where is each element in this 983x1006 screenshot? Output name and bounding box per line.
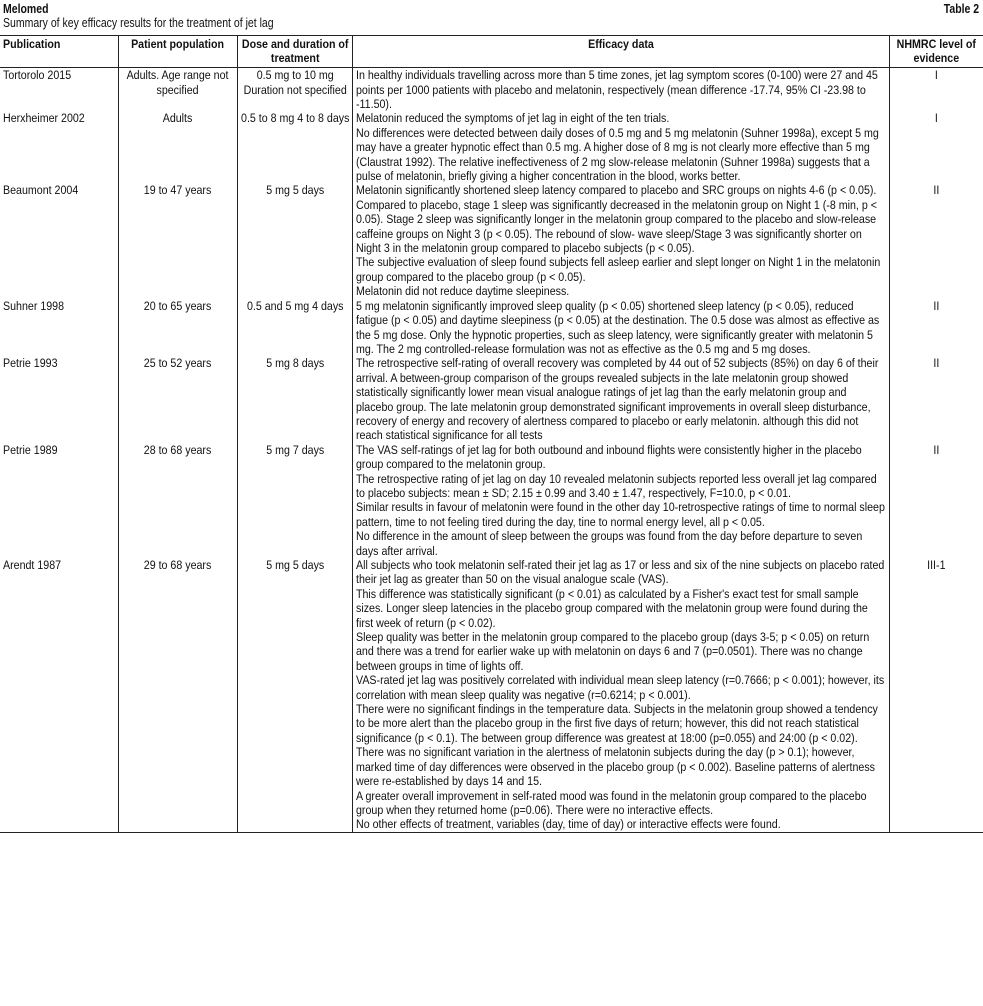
cell-evidence-level: II: [889, 356, 983, 442]
table-row: [0, 111, 983, 183]
col-header-level: NHMRC level of evidence: [889, 36, 983, 68]
efficacy-paragraph: In healthy individuals travelling across more than 5 time zones, jet lag symptom scores (0-100) were 27 and 45 points per 1000 patients with placebo and melatonin, respectively (mean difference -17.74, 95% CI -23.98 to -11.50).: [355, 68, 878, 111]
efficacy-paragraph: No difference in the amount of sleep between the groups was found from the day before departure to seven days after arrival.: [355, 529, 862, 558]
table-row: [0, 558, 983, 832]
efficacy-table: [0, 35, 983, 833]
cell-publication: Petrie 1993: [3, 356, 58, 371]
cell-dose: 5 mg 5 days: [237, 558, 352, 832]
cell-evidence-level: I: [889, 68, 983, 112]
efficacy-paragraph: All subjects who took melatonin self-rated their jet lag as 17 or less and six of the nine subjects on placebo rated their jet lag as greater than 50 on the visual analogue scale (VAS).: [355, 558, 884, 587]
cell-publication: Tortorolo 2015: [3, 68, 72, 83]
cell-population: Adults. Age range not specified: [118, 68, 237, 112]
cell-publication: Arendt 1987: [0, 558, 118, 832]
cell-dose: 5 mg 5 days: [237, 183, 352, 298]
efficacy-paragraph: Melatonin significantly shortened sleep latency compared to placebo and SRC groups on nights 4-6 (p < 0.05).: [355, 183, 876, 198]
cell-efficacy: [352, 111, 889, 183]
cell-dose: 5 mg 7 days: [237, 443, 352, 558]
efficacy-paragraph: VAS-rated jet lag was positively correlated with individual mean sleep latency (r=0.7666; p < 0.001); however, its correlation with mean sleep quality was negative (r=0.6214; p < 0.001).: [355, 673, 884, 702]
cell-population: Adults: [118, 111, 237, 183]
cell-evidence-level: II: [889, 299, 983, 357]
table-row: [0, 68, 983, 112]
efficacy-paragraph: The retrospective rating of jet lag on day 10 revealed melatonin subjects reported less overall jet lag compared to placebo subjects: mean ± SD; 2.15 ± 0.99 and 3.40 ± 1.47, respectively, F=10.0, p < 0.01.: [355, 471, 877, 500]
cell-population: 20 to 65 years: [118, 299, 237, 357]
efficacy-paragraph: Melatonin did not reduce daytime sleepiness.: [355, 284, 569, 299]
cell-publication: Herxheimer 2002: [3, 111, 85, 126]
col-header-dose: Dose and duration of treatment: [237, 36, 352, 68]
cell-efficacy: [352, 356, 889, 442]
cell-efficacy: [352, 68, 889, 112]
table-row: [0, 299, 983, 357]
cell-population: 25 to 52 years: [118, 356, 237, 442]
cell-dose: 0.5 to 8 mg 4 to 8 days: [237, 111, 352, 183]
table-row: [0, 356, 983, 442]
efficacy-paragraph: This difference was statistically significant (p < 0.01) as calculated by a Fisher's exact test for small sample sizes. Longer sleep latencies in the placebo group compared with the melatonin group were found during the first week of return (p < 0.02).: [355, 586, 868, 630]
cell-dose: 0.5 and 5 mg 4 days: [237, 299, 352, 357]
brand-name: Melomed: [3, 2, 49, 16]
table-header-row: [0, 36, 983, 68]
efficacy-paragraph: The subjective evaluation of sleep found subjects fell asleep earlier and slept longer on Night 1 in the melatonin group compared to the placebo group (p < 0.05).: [355, 255, 880, 284]
cell-dose: 5 mg 8 days: [237, 356, 352, 442]
cell-efficacy: [352, 299, 889, 357]
cell-population: 28 to 68 years: [118, 443, 237, 558]
efficacy-paragraph: Similar results in favour of melatonin were found in the other day 10-retrospective ratings of time to normal sleep pattern, time to not feeling tired during the day, tine to normal energy level, all p < 0.05.: [355, 500, 885, 529]
cell-efficacy: [352, 183, 889, 298]
table-label: Table 2: [943, 2, 979, 16]
cell-evidence-level: II: [889, 183, 983, 298]
cell-population: 29 to 68 years: [118, 558, 237, 832]
table-caption: Summary of key efficacy results for the treatment of jet lag: [3, 16, 274, 30]
col-header-population: Patient population: [118, 36, 237, 68]
cell-efficacy: [352, 443, 889, 558]
efficacy-paragraph: No differences were detected between daily doses of 0.5 mg and 5 mg melatonin (Suhner 1998a), except 5 mg may have a greater hypnotic effect than 0.5 mg. A higher dose of 8 mg is not clearly more effective than 5 mg (Claustrat 1992). The relative ineffectiveness of 2 mg slow-release melatonin (Suhner 1998a) suggests that a pulse of melatonin, briefly giving a higher concentration in the blood, works better.: [355, 125, 879, 184]
efficacy-paragraph: A greater overall improvement in self-rated mood was found in the melatonin group compared to the placebo group when they returned home (p=0.06). There were no interactive effects.: [355, 788, 867, 817]
efficacy-paragraph: 5 mg melatonin significantly improved sleep quality (p < 0.05) shortened sleep latency (p < 0.05), reduced fatigue (p < 0.05) and daytime sleepiness (p < 0.05) at the destination. The 0.5 dose was almost as effective as the 5 mg dose. Only the hypnotic properties, such as sleep latency, were significantly greater with melatonin 5 mg. The 2 mg controlled-release formulation was not as effective as the 0.5 mg and 5 mg doses.: [355, 298, 879, 356]
cell-publication: Suhner 1998: [3, 298, 65, 313]
efficacy-paragraph: Sleep quality was better in the melatonin group compared to the placebo group (days 3-5; p < 0.05) on return and there was a trend for earlier wake up with melatonin on days 6 and 7 (p=0.0501). There was no change between groups in time of lights off.: [355, 630, 869, 673]
cell-evidence-level: II: [889, 443, 983, 558]
cell-publication: Beaumont 2004: [3, 183, 79, 198]
cell-dose: 0.5 mg to 10 mg Duration not specified: [237, 68, 352, 112]
efficacy-paragraph: There were no significant findings in the temperature data. Subjects in the melatonin group showed a tendency to be more alert than the placebo group in the first five days of return; however, this did not reach statistical significance (p < 0.1). The between group difference was greatest at 18:00 (p=0.055) and 24:00 (p < 0.02). There was no significant variation in the alertness of melatonin subjects during the day (p > 0.1); however, marked time of day differences were observed in the placebo group (p < 0.002). Baseline patterns of alertness were re-established by days 14 and 15.: [355, 702, 878, 789]
cell-population: 19 to 47 years: [118, 183, 237, 298]
table-row: [0, 183, 983, 298]
efficacy-paragraph: The VAS self-ratings of jet lag for both outbound and inbound flights were consistently higher in the placebo group compared to the melatonin group.: [355, 442, 862, 472]
col-header-efficacy: Efficacy data: [352, 36, 889, 68]
col-header-publication: Publication: [0, 36, 118, 68]
document-header: [3, 2, 274, 30]
efficacy-paragraph: The retrospective self-rating of overall recovery was completed by 44 out of 52 subjects (85%) on day 6 of their arrival. A between-group comparison of the groups revealed subjects in the late melatonin group showed statistically significantly lower mean visual analogue ratings of jet lag than the early melatonin group and placebo group. The late melatonin group demonstrated significant improvements in overall sleep disturbance, recovery of energy and recovery of alertness compared to placebo or early melatonin. although this did not reach statistical significance for all tests: [355, 356, 878, 443]
cell-efficacy: [352, 558, 889, 832]
efficacy-paragraph: No other effects of treatment, variables (day, time of day) or interactive effects were found.: [355, 817, 781, 832]
table-row: [0, 443, 983, 558]
efficacy-paragraph: Melatonin reduced the symptoms of jet lag in eight of the ten trials.: [355, 111, 669, 126]
cell-evidence-level: I: [889, 111, 983, 183]
efficacy-paragraph: Compared to placebo, stage 1 sleep was significantly decreased in the melatonin group on Night 1 (-8 min, p < 0.05). Stage 2 sleep was significantly longer in the melatonin group compared to the placebo and slow-release caffeine groups on Night 3 (p < 0.05). The rebound of slow- wave sleep/Stage 3 was significantly shorter on Night 3 in the melatonin group compared to placebo subjects (p < 0.05).: [355, 197, 877, 256]
cell-evidence-level: III-1: [889, 558, 983, 832]
cell-publication: Petrie 1989: [3, 442, 58, 457]
